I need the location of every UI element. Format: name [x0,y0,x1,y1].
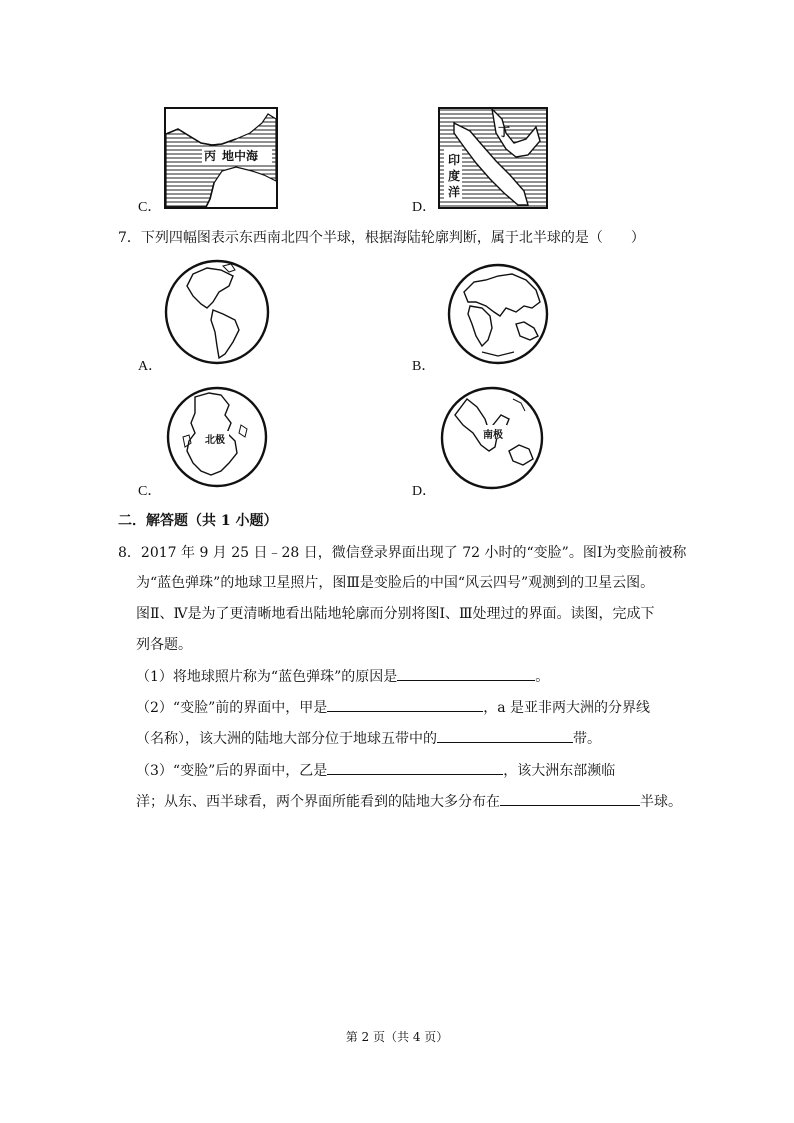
globe-option-a [163,258,271,366]
page-footer: 第 2 页（共 4 页） [345,1030,449,1044]
answer-blank-5[interactable] [500,791,640,806]
globe-c-label: 北极 [205,435,225,446]
map-label-mediterranean: 地中海 [222,149,259,163]
answer-blank-1[interactable] [397,666,535,681]
subquestion-3-text-b: ，该大洲东部濒临 [503,763,616,779]
subquestion-2-line2 [136,728,601,748]
question-8-text-1: 2017 年 9 月 25 日﹣28 日，微信登录界面出现了 72 小时的“变脸”。图Ⅰ为变脸前被称 [140,545,687,561]
question-8-line3: 图Ⅱ、Ⅳ是为了更清晰地看出陆地轮廓而分别将图Ⅰ、Ⅲ处理过的界面。读图，完成下 [136,606,655,622]
map-label-bing: 丙 [204,149,217,163]
subquestion-2-text: （2）“变脸”前的界面中，甲是 [136,700,328,716]
subquestion-3-text-d: 半球。 [640,794,682,810]
option-label-d2: D． [412,484,437,499]
question-7-text: 下列四幅图表示东西南北四个半球，根据海陆轮廓判断，属于北半球的是（ ） [140,230,645,246]
subquestion-1-end: 。 [535,669,550,685]
map-label-yang: 洋 [448,185,461,199]
option-label-d: D． [412,200,437,215]
question-8-line4: 列各题。 [136,637,192,653]
option-label-a: A． [138,359,163,374]
map-option-d [438,107,548,209]
question-7 [118,228,645,248]
subquestion-3-line2 [136,791,682,811]
map-label-yin: 印 [448,153,461,167]
subquestion-3 [136,760,615,780]
globe-d-label: 南极 [483,430,503,441]
option-label-c: C． [138,200,162,215]
subquestion-2-text-b: ，a 是亚非两大洲的分界线 [483,700,651,716]
option-label-c2: C． [138,484,162,499]
answer-blank-4[interactable] [327,760,503,775]
globe-option-b [446,262,550,366]
question-7-number: 7． [118,230,141,246]
question-8-line1 [118,542,686,562]
section-2-title: 二．解答题（共 1 小题） [118,513,278,529]
question-8-line2: 为“蓝色弹珠”的地球卫星照片，图Ⅲ是变脸后的中国“风云四号”观测到的卫星云图。 [136,575,655,591]
answer-blank-3[interactable] [437,728,573,743]
subquestion-2-text-c: （名称），该大洲的陆地大部分位于地球五带中的 [136,731,437,747]
subquestion-1-text: （1）将地球照片称为“蓝色弹珠”的原因是 [136,669,398,685]
question-8-number: 8． [118,545,141,561]
mediterranean-map-graphic [166,109,276,207]
subquestion-3-text: （3）“变脸”后的界面中，乙是 [136,763,328,779]
subquestion-2 [136,697,650,717]
subquestion-2-text-d: 带。 [573,731,601,747]
option-label-b: B． [412,359,436,374]
map-label-ding: 丁 [498,125,511,139]
map-option-c [164,107,278,209]
answer-blank-2[interactable] [327,697,483,712]
subquestion-1 [136,666,549,686]
map-label-du: 度 [448,169,461,183]
subquestion-3-text-c: 洋；从东、西半球看，两个界面所能看到的陆地大多分布在 [136,794,500,810]
